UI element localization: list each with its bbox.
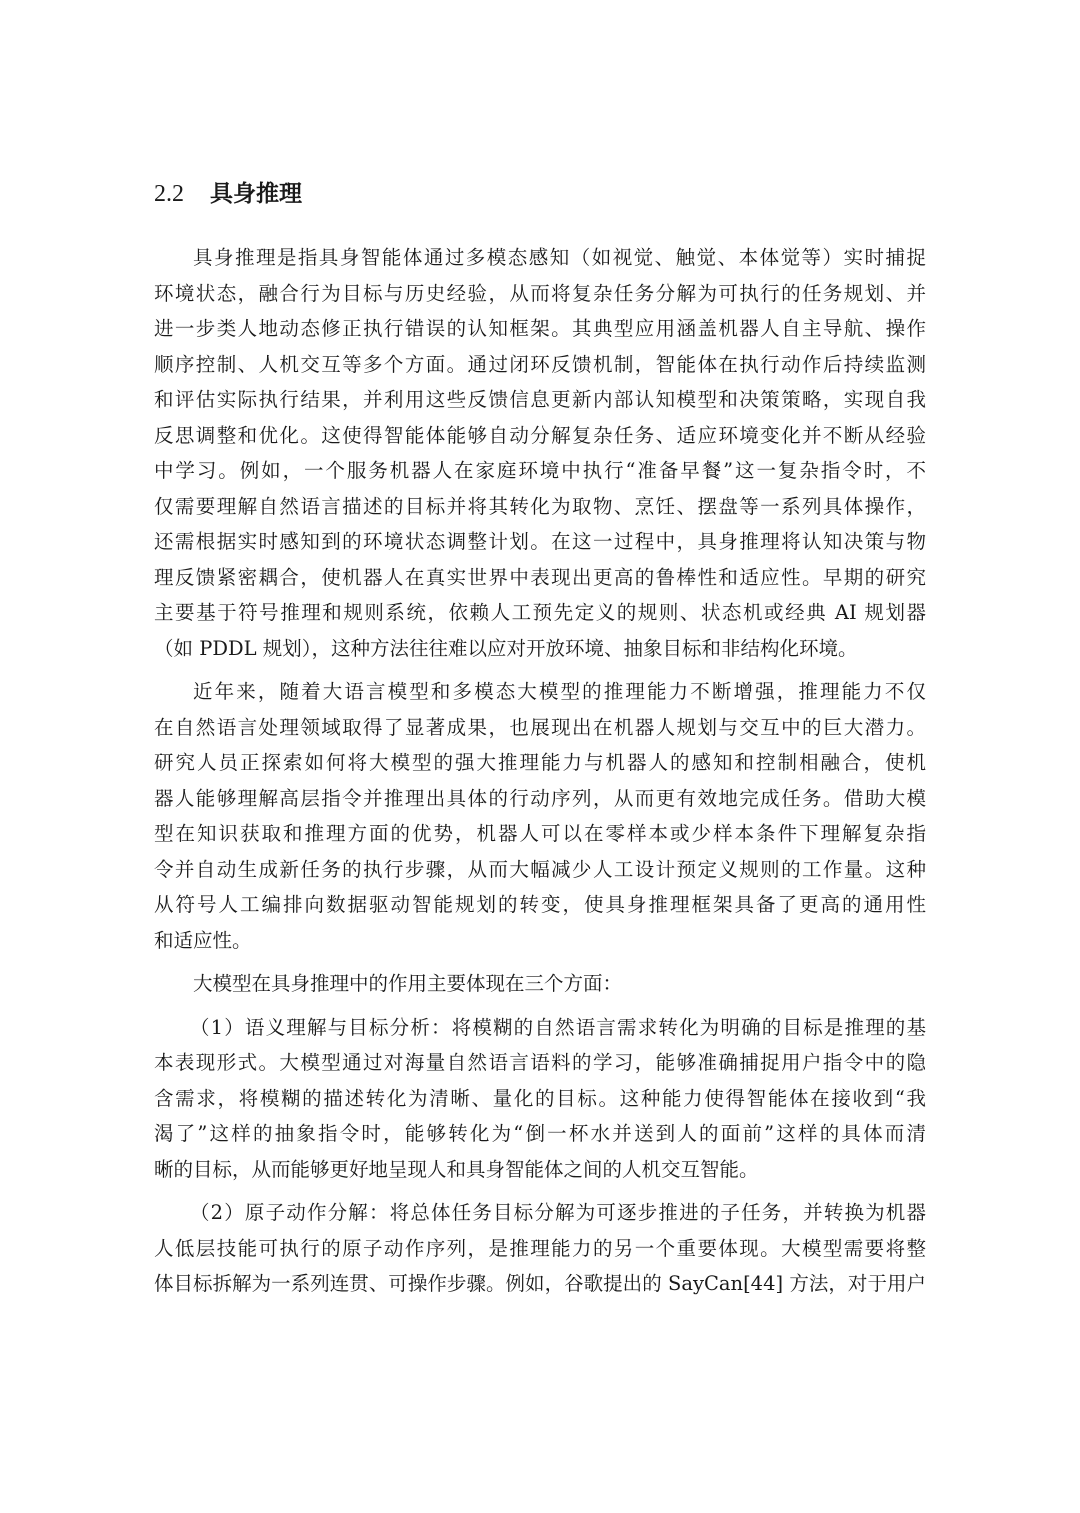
- body-text: [154, 240, 926, 1310]
- text-line: （1）语义理解与目标分析：将模糊的自然语言需求转化为明确的目标是推理的基: [190, 1015, 926, 1039]
- text-line: 含需求，将模糊的描述转化为清晰、量化的目标。这种能力使得智能体在接收到“我: [154, 1086, 926, 1110]
- text-line: 仅需要理解自然语言描述的目标并将其转化为取物、烹饪、摆盘等一系列具体操作，: [154, 494, 926, 518]
- text-line: 和适应性。: [154, 928, 252, 952]
- paragraph-three-aspects-intro: [154, 966, 926, 1002]
- text-line: 中学习。例如，一个服务机器人在家庭环境中执行“准备早餐”这一复杂指令时，不: [154, 459, 926, 482]
- text-line: （2）原子动作分解：将总体任务目标分解为可逐步推进的子任务，并转换为机器: [190, 1201, 926, 1224]
- section-number: 2.2: [154, 181, 184, 207]
- paragraph-large-model-reasoning: [154, 674, 926, 958]
- text-line: 和评估实际执行结果，并利用这些反馈信息更新内部认知模型和决策策略，实现自我: [154, 388, 926, 411]
- text-line: 近年来，随着大语言模型和多模态大模型的推理能力不断增强，推理能力不仅: [193, 680, 926, 703]
- text-line: 顺序控制、人机交互等多个方面。通过闭环反馈机制，智能体在执行动作后持续监测: [154, 352, 926, 376]
- text-line: 进一步类人地动态修正执行错误的认知框架。其典型应用涵盖机器人自主导航、操作: [154, 317, 926, 340]
- text-line: 渴了”这样的抽象指令时，能够转化为“倒一杯水并送到人的面前”这样的具体而清: [154, 1122, 926, 1145]
- text-line: 环境状态，融合行为目标与历史经验，从而将复杂任务分解为可执行的任务规划、并: [154, 281, 926, 305]
- text-line: 大模型在具身推理中的作用主要体现在三个方面：: [193, 972, 623, 995]
- text-line: 本表现形式。大模型通过对海量自然语言语料的学习，能够准确捕捉用户指令中的隐: [154, 1051, 926, 1074]
- text-line: 令并自动生成新任务的执行步骤，从而大幅减少人工设计预定义规则的工作量。这种: [154, 857, 926, 881]
- text-line: 器人能够理解高层指令并推理出具体的行动序列，从而更有效地完成任务。借助大模: [154, 786, 926, 810]
- text-line: 从符号人工编排向数据驱动智能规划的转变，使具身推理框架具备了更高的通用性: [154, 893, 926, 916]
- section-title: 具身推理: [210, 181, 302, 207]
- text-line: （如 PDDL 规划），这种方法往往难以应对开放环境、抽象目标和非结构化环境。: [154, 636, 858, 660]
- section-heading: [154, 174, 302, 214]
- text-line: 体目标拆解为一系列连贯、可操作步骤。例如，谷歌提出的 SayCan[44] 方法，对于用户: [154, 1272, 927, 1295]
- text-line: 型在知识获取和推理方面的优势，机器人可以在零样本或少样本条件下理解复杂指: [154, 822, 926, 845]
- text-line: 反思调整和优化。这使得智能体能够自动分解复杂任务、适应环境变化并不断从经验: [154, 423, 926, 447]
- text-line: 在自然语言处理领域取得了显著成果，也展现出在机器人规划与交互中的巨大潜力。: [154, 715, 926, 739]
- text-line: 研究人员正探索如何将大模型的强大推理能力与机器人的感知和控制相融合，使机: [154, 751, 926, 774]
- paragraph-embodied-reasoning-definition: [154, 240, 926, 666]
- text-line: 还需根据实时感知到的环境状态调整计划。在这一过程中，具身推理将认知决策与物: [154, 530, 926, 553]
- text-line: 晰的目标，从而能够更好地呈现人和具身智能体之间的人机交互智能。: [154, 1157, 759, 1181]
- text-line: 人低层技能可执行的原子动作序列，是推理能力的另一个重要体现。大模型需要将整: [154, 1236, 926, 1260]
- text-line: 具身推理是指具身智能体通过多模态感知（如视觉、触觉、本体觉等）实时捕捉: [193, 246, 926, 269]
- list-item-atomic-action-decomposition: [154, 1195, 926, 1302]
- list-item-semantic-understanding: [154, 1010, 926, 1188]
- text-line: 主要基于符号推理和规则系统，依赖人工预先定义的规则、状态机或经典 AI 规划器: [154, 601, 926, 624]
- text-line: 理反馈紧密耦合，使机器人在真实世界中表现出更高的鲁棒性和适应性。早期的研究: [154, 565, 926, 589]
